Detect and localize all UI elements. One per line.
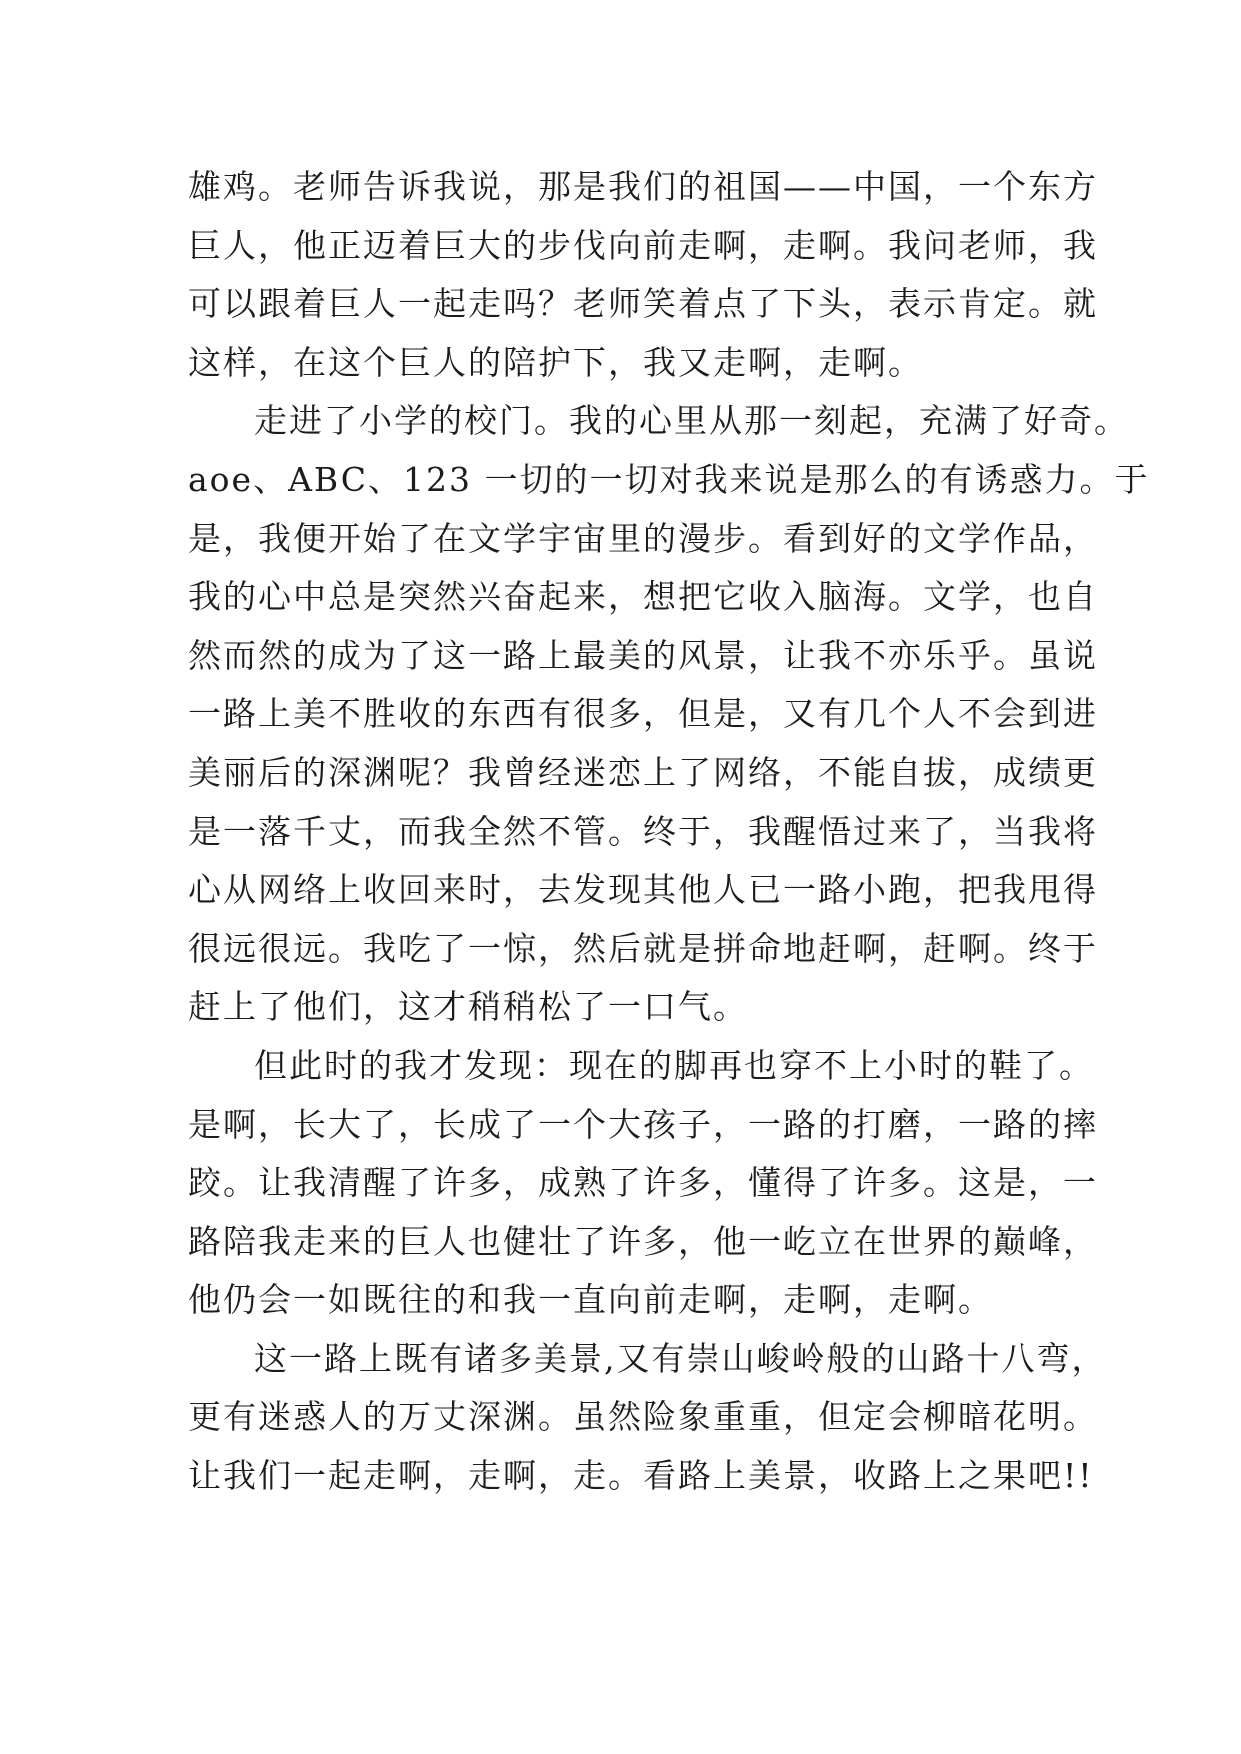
text-line: 赶上了他们，这才稍稍松了一口气。 <box>188 987 748 1027</box>
text-line: 然而然的成为了这一路上最美的风景，让我不亦乐乎。虽说 <box>188 635 1098 675</box>
text-line: 很远很远。我吃了一惊，然后就是拼命地赶啊，赶啊。终于 <box>188 928 1098 968</box>
paragraph-first-line: 但此时的我才发现：现在的脚再也穿不上小时的鞋了。 <box>254 1045 1094 1085</box>
text-line: 一路上美不胜收的东西有很多，但是，又有几个人不会到进 <box>188 694 1098 734</box>
text-line: 更有迷惑人的万丈深渊。虽然险象重重，但定会柳暗花明。 <box>188 1397 1098 1437</box>
text-line: 美丽后的深渊呢？我曾经迷恋上了网络，不能自拔，成绩更 <box>188 752 1098 792</box>
paragraph-first-line: 走进了小学的校门。我的心里从那一刻起，充满了好奇。 <box>254 401 1129 441</box>
text-line: 巨人，他正迈着巨大的步伐向前走啊，走啊。我问老师，我 <box>188 225 1098 265</box>
text-line: 是啊，长大了，长成了一个大孩子，一路的打磨，一路的摔 <box>188 1104 1098 1144</box>
essay-body <box>188 158 1150 1506</box>
text-line: 跤。让我清醒了许多，成熟了许多，懂得了许多。这是，一 <box>188 1163 1098 1203</box>
text-line: aoe、ABC、123 一切的一切对我来说是那么的有诱惑力。于 <box>188 459 1150 499</box>
text-line: 路陪我走来的巨人也健壮了许多，他一屹立在世界的巅峰， <box>188 1221 1098 1261</box>
text-line: 让我们一起走啊，走啊，走。看路上美景，收路上之果吧!! <box>188 1456 1094 1496</box>
text-line: 是一落千丈，而我全然不管。终于，我醒悟过来了，当我将 <box>188 811 1098 851</box>
text-line: 心从网络上收回来时，去发现其他人已一路小跑，把我甩得 <box>188 870 1098 910</box>
text-line: 是，我便开始了在文学宇宙里的漫步。看到好的文学作品， <box>188 518 1098 558</box>
text-line: 这样，在这个巨人的陪护下，我又走啊，走啊。 <box>188 342 923 382</box>
paragraph-first-line: 这一路上既有诸多美景,又有崇山峻岭般的山路十八弯， <box>254 1338 1107 1378</box>
text-line: 我的心中总是突然兴奋起来，想把它收入脑海。文学，也自 <box>188 577 1098 617</box>
text-line: 可以跟着巨人一起走吗？老师笑着点了下头，表示肯定。就 <box>188 284 1098 324</box>
text-line: 雄鸡。老师告诉我说，那是我们的祖国——中国，一个东方 <box>188 167 1098 206</box>
text-line: 他仍会一如既往的和我一直向前走啊，走啊，走啊。 <box>188 1280 993 1320</box>
